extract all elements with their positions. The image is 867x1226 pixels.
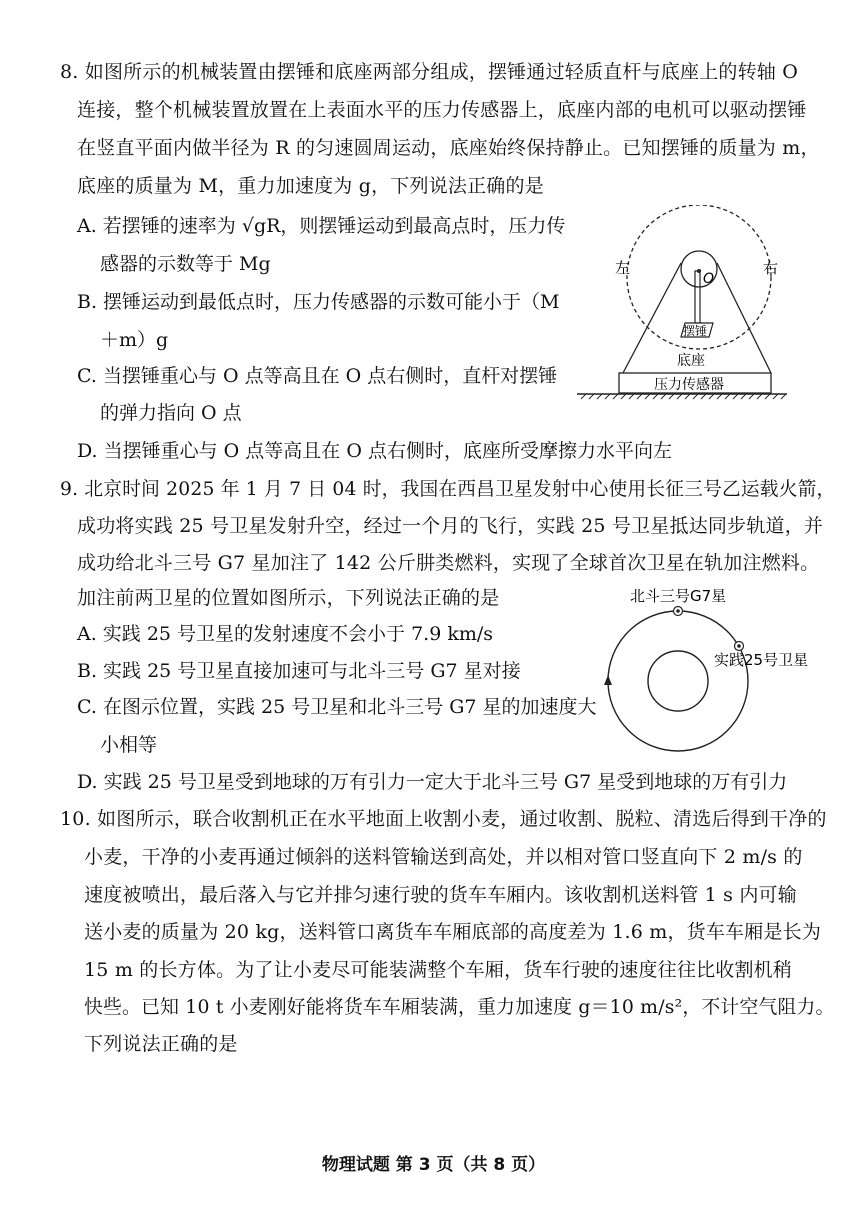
q9-orbit-figure	[600, 583, 815, 758]
base-label: 底座	[677, 353, 705, 369]
axis-o-label: O	[703, 271, 715, 287]
q8-option-a-line2: 感器的示数等于 Mg	[100, 253, 271, 275]
sat-25-label: 实践25号卫星	[714, 651, 809, 669]
q9-option-c-line2: 小相等	[100, 734, 158, 756]
left-label: 左	[615, 259, 631, 277]
q9-option-c-line1: C. 在图示位置，实践 25 号卫星和北斗三号 G7 星的加速度大	[77, 696, 597, 718]
q10-line-4: 送小麦的质量为 20 kg，送料管口离货车车厢底部的高度差为 1.6 m，货车车厢是长为	[84, 921, 822, 943]
q9-option-a: A. 实践 25 号卫星的发射速度不会小于 7.9 km/s	[77, 623, 494, 645]
q9-option-b: B. 实践 25 号卫星直接加速可与北斗三号 G7 星对接	[77, 660, 521, 682]
q8-option-c-line1: C. 当摆锤重心与 O 点等高且在 O 点右侧时，直杆对摆锤	[77, 365, 558, 387]
page-footer: 物理试题 第 3 页（共 8 页）	[321, 1155, 546, 1175]
q8-option-b-line2: ＋m）g	[100, 329, 169, 351]
q10-line-5: 15 m 的长方体。为了让小麦尽可能装满整个车厢，货车行驶的速度往往比收割机稍	[84, 959, 793, 981]
q10-line-1: 10. 如图所示，联合收割机正在水平地面上收割小麦，通过收割、脱粒、清选后得到干净的	[60, 808, 827, 830]
q8-option-d: D. 当摆锤重心与 O 点等高且在 O 点右侧时，底座所受摩擦力水平向左	[77, 440, 672, 462]
q8-line-2: 连接，整个机械装置放置在上表面水平的压力传感器上，底座内部的电机可以驱动摆锤	[77, 99, 807, 121]
q10-line-7: 下列说法正确的是	[84, 1033, 238, 1055]
q9-line-1: 9. 北京时间 2025 年 1 月 7 日 04 时，我国在西昌卫星发射中心使用长征三号乙运载火箭，	[60, 478, 836, 500]
q9-line-4: 加注前两卫星的位置如图所示，下列说法正确的是	[77, 587, 500, 609]
q8-line-3: 在竖直平面内做半径为 R 的匀速圆周运动，底座始终保持静止。已知摆锤的质量为 m，	[77, 137, 820, 159]
q8-line-4: 底座的质量为 M，重力加速度为 g，下列说法正确的是	[77, 175, 544, 197]
sat-g7-label: 北斗三号G7星	[630, 587, 727, 605]
q8-pendulum-figure	[575, 205, 790, 405]
q10-line-3: 速度被喷出，最后落入与它并排匀速行驶的货车车厢内。该收割机送料管 1 s 内可输	[84, 884, 797, 906]
q9-option-d: D. 实践 25 号卫星受到地球的万有引力一定大于北斗三号 G7 星受到地球的万有引力	[77, 771, 788, 793]
right-label: 右	[763, 259, 779, 277]
q10-line-2: 小麦，干净的小麦再通过倾斜的送料管输送到高处，并以相对管口竖直向下 2 m/s 的	[84, 846, 803, 868]
q8-option-c-line2: 的弹力指向 O 点	[100, 402, 242, 424]
q9-line-2: 成功将实践 25 号卫星发射升空，经过一个月的飞行，实践 25 号卫星抵达同步轨道，并	[77, 515, 824, 537]
sensor-label: 压力传感器	[654, 377, 724, 393]
q10-line-6: 快些。已知 10 t 小麦刚好能将货车车厢装满，重力加速度 g＝10 m/s²，不计空气阻力。	[84, 996, 835, 1018]
pendulum-label: 摆锤	[683, 324, 708, 338]
q8-option-b-line1: B. 摆锤运动到最低点时，压力传感器的示数可能小于（M	[77, 291, 560, 313]
q8-line-1: 8. 如图所示的机械装置由摆锤和底座两部分组成，摆锤通过轻质直杆与底座上的转轴 O	[60, 61, 798, 83]
q8-option-a-line1: A. 若摆锤的速率为 √gR，则摆锤运动到最高点时，压力传	[77, 215, 566, 237]
q9-line-3: 成功给北斗三号 G7 星加注了 142 公斤肼类燃料，实现了全球首次卫星在轨加注燃料。	[77, 552, 820, 574]
